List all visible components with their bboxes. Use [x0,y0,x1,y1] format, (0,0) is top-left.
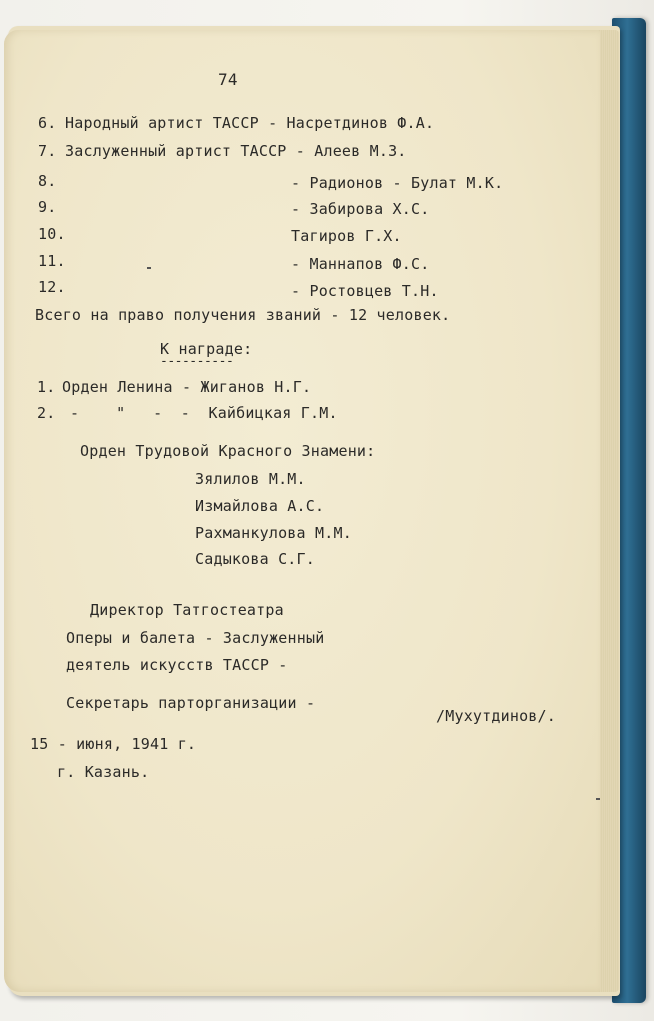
list-item-text: - Ростовцев Т.Н. [291,282,439,300]
secretary-signature: /Мухутдинов/. [436,707,556,725]
award-heading-underline: ---------- [160,354,234,369]
document-city: г. Казань. [57,763,150,781]
document-page [4,30,600,992]
order-recipient: Зялилов М.М. [195,470,306,488]
award-item-text: - " - - Кайбицкая Г.М. [70,404,338,422]
signature-title: деятель искусств ТАССР - [66,656,288,674]
order-heading: Орден Трудовой Красного Знамени: [80,442,376,460]
award-item-number: 1. [37,378,56,396]
order-recipient: Садыкова С.Г. [195,550,315,568]
document-date: 15 - июня, 1941 г. [30,735,197,753]
list-item-number: 6. [38,114,57,132]
order-recipient: Измайлова А.С. [195,497,325,515]
award-heading: К награде: [160,340,253,358]
order-recipient: Рахманкулова М.М. [195,524,352,542]
list-item-number: 7. [38,142,57,160]
list-item-text: Заслуженный артист ТАССР - Алеев М.З. [65,142,407,160]
award-item-text: Орден Ленина - Жиганов Н.Г. [62,378,312,396]
list-item-number: 11. [38,252,66,270]
signature-title: Оперы и балета - Заслуженный [66,629,325,647]
award-item-number: 2. [37,404,56,422]
page-number: 74 [218,70,238,89]
list-item-text: - Забирова Х.С. [291,200,430,218]
margin-mark [596,798,600,800]
list-item-text: Тагиров Г.Х. [291,227,402,245]
total-line: Всего на право получения званий - 12 человек. [35,306,451,324]
list-item-number: 10. [38,225,66,243]
list-item-number: 8. [38,172,57,190]
ink-speck [147,267,151,269]
signature-title: Директор Татгостеатра [90,601,284,619]
list-item-text: Народный артист ТАССР - Насретдинов Ф.А. [65,114,435,132]
list-item-text: - Маннапов Ф.С. [291,255,430,273]
list-item-number: 9. [38,198,57,216]
list-item-text: - Радионов - Булат М.К. [291,174,504,192]
secretary-line: Секретарь парторганизации - [66,694,316,712]
list-item-number: 12. [38,278,66,296]
